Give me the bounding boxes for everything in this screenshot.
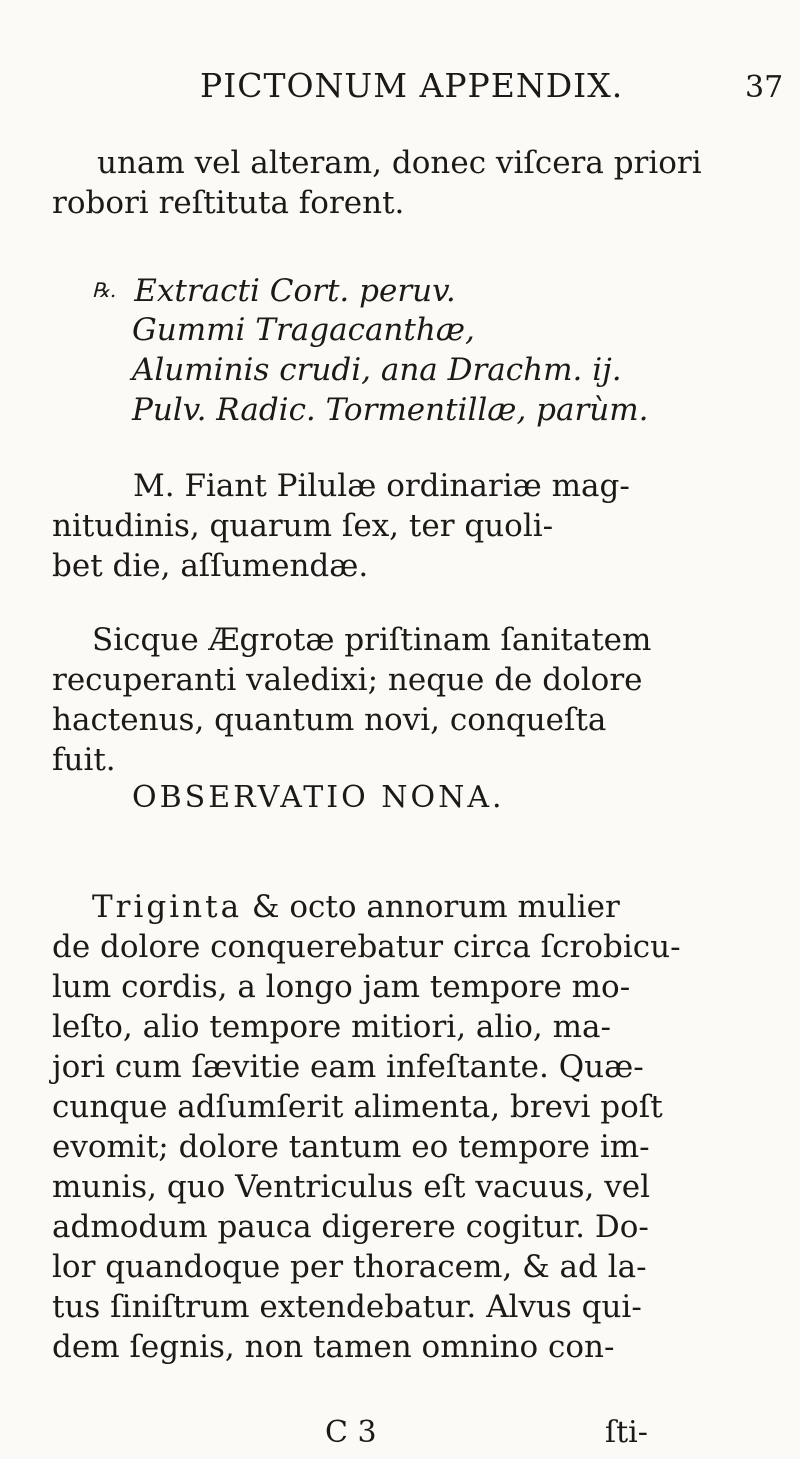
paragraph-4-line-9: admodum pauca digerere cogitur. Do- xyxy=(52,1209,649,1245)
prescription-line-1 xyxy=(92,270,456,311)
paragraph-4-line-5: jori cum ſævitie eam infeſtante. Quæ- xyxy=(52,1049,644,1085)
paragraph-4-line-2: de dolore conquerebatur circa ſcrobicu- xyxy=(52,929,681,965)
paragraph-3-line-4: fuit. xyxy=(52,742,116,778)
paragraph-1-line-1: unam vel alteram, donec viſcera priori xyxy=(97,145,702,181)
paragraph-4-line-12: dem ſegnis, non tamen omnino con- xyxy=(52,1329,615,1365)
prescription-ingredient: Extracti Cort. peruv. xyxy=(134,273,456,309)
opening-line-rest: & octo annorum mulier xyxy=(242,889,620,925)
paragraph-2-line-1: M. Fiant Pilulæ ordinariæ mag- xyxy=(133,468,630,504)
paragraph-2-line-3: bet die, aſſumendæ. xyxy=(52,548,369,584)
paragraph-4-line-1 xyxy=(92,887,620,927)
paragraph-4-line-3: lum cordis, a longo jam tempore mo- xyxy=(52,969,631,1005)
signature-mark: C 3 xyxy=(325,1415,377,1450)
paragraph-2-line-2: nitudinis, quarum ſex, ter quoli- xyxy=(52,508,554,544)
paragraph-3-line-1: Sicque Ægrotæ priſtinam ſanitatem xyxy=(92,622,652,658)
running-title: PICTONUM APPENDIX. xyxy=(200,66,624,105)
paragraph-4-line-4: leſto, alio tempore mitiori, alio, ma- xyxy=(52,1009,611,1045)
prescription-line-3: Aluminis crudi, ana Drachm. ij. xyxy=(132,352,622,388)
paragraph-4-line-6: cunque adſumſerit alimenta, brevi poſt xyxy=(52,1089,663,1125)
recipe-symbol: ℞. xyxy=(92,278,117,302)
paragraph-4-line-11: tus ſiniſtrum extendebatur. Alvus qui- xyxy=(52,1289,642,1325)
prescription-line-4: Pulv. Radic. Tormentillæ, parùm. xyxy=(132,392,649,428)
paragraph-4-line-8: munis, quo Ventriculus eſt vacuus, vel xyxy=(52,1169,651,1205)
paragraph-1-line-2: robori reſtituta forent. xyxy=(52,185,405,221)
paragraph-3-line-2: recuperanti valedixi; neque de dolore xyxy=(52,662,643,698)
prescription-line-2: Gummi Tragacanthæ, xyxy=(132,312,475,348)
opening-word: Triginta xyxy=(92,889,243,925)
paragraph-4-line-10: lor quandoque per thoracem, & ad la- xyxy=(52,1249,647,1285)
section-heading: OBSERVATIO NONA. xyxy=(132,780,505,815)
paragraph-3-line-3: hactenus, quantum novi, conqueſta xyxy=(52,702,607,738)
paragraph-4-line-7: evomit; dolore tantum eo tempore im- xyxy=(52,1129,650,1165)
page-number: 37 xyxy=(745,70,784,105)
catchword: ſti- xyxy=(605,1415,648,1450)
